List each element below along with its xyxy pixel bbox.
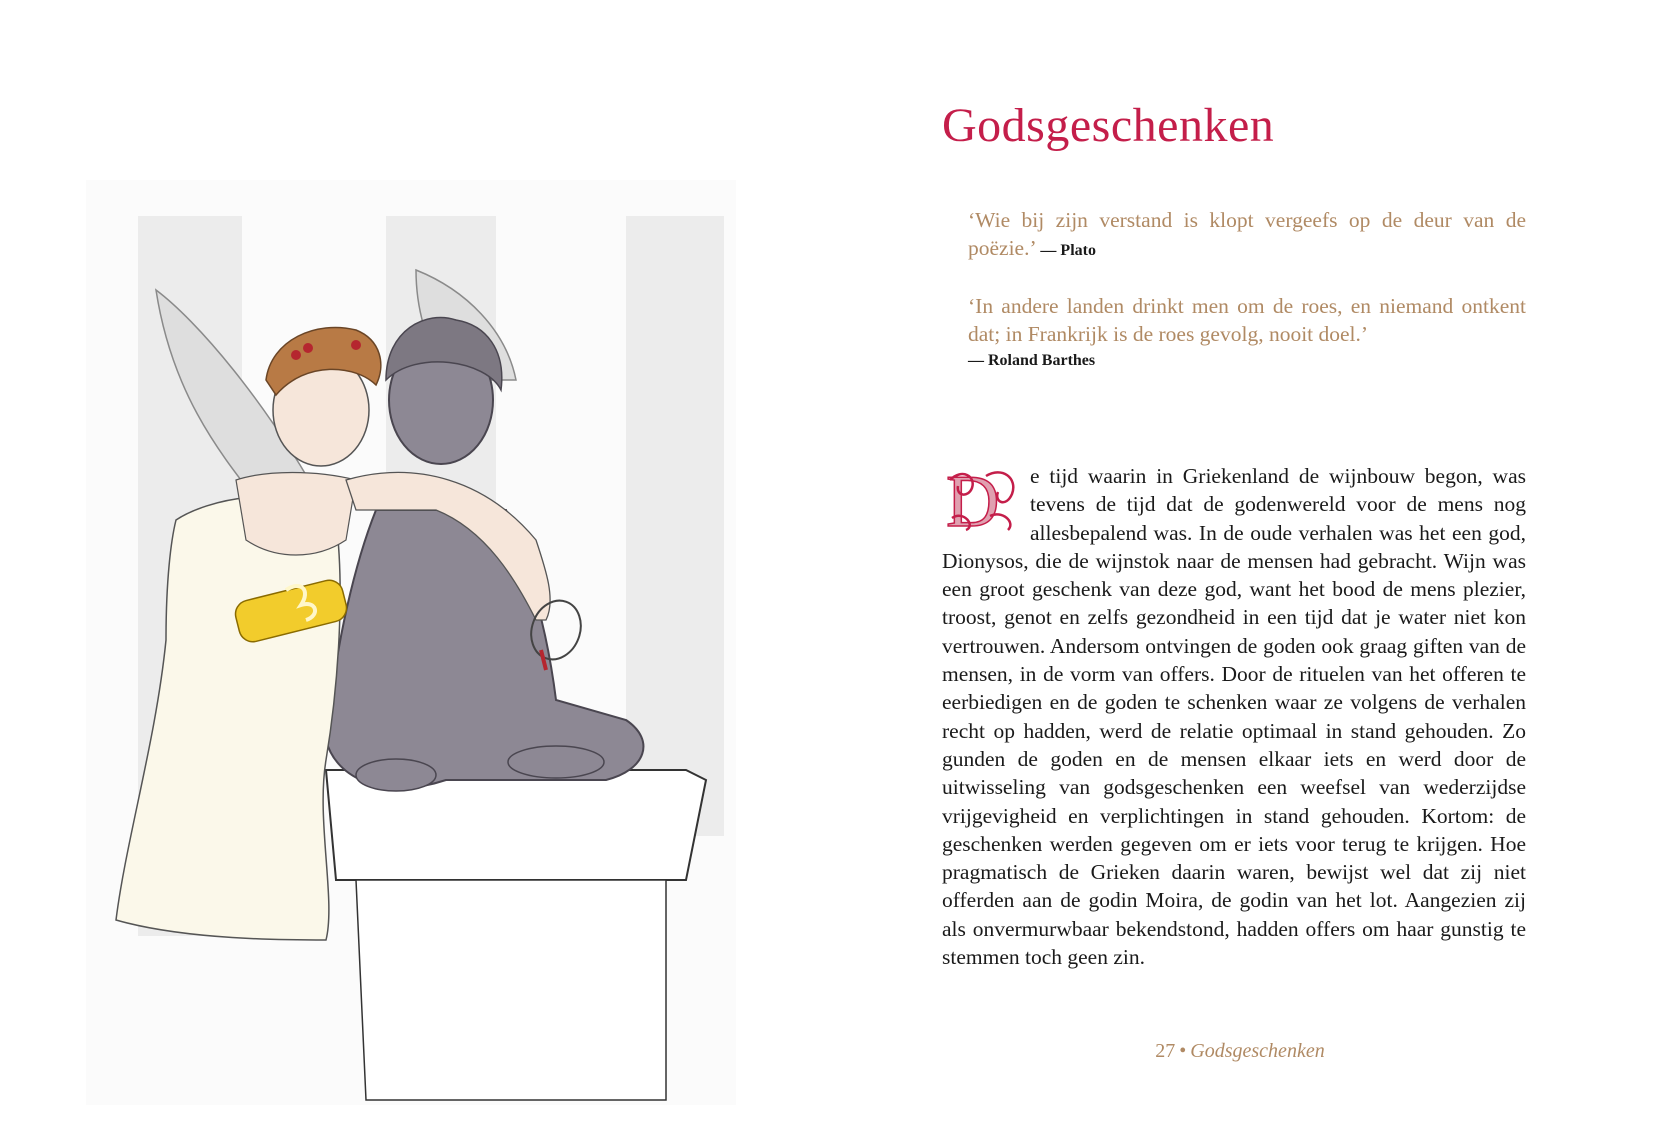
- chapter-title: Godsgeschenken: [942, 99, 1275, 152]
- dionysos-sphinx-illustration: [86, 180, 736, 1105]
- page-number: 27: [1155, 1040, 1176, 1062]
- grape-wreath-berry: [303, 343, 313, 353]
- page-footer: [1040, 1040, 1440, 1063]
- grape-wreath-berry: [291, 350, 301, 360]
- sphinx-paw-right: [508, 746, 604, 778]
- grape-wreath-berry: [351, 340, 361, 350]
- sphinx-paw-left: [356, 759, 436, 791]
- footer-separator: •: [1179, 1040, 1187, 1062]
- epigraph-quote: ‘Wie bij zijn verstand is klopt vergeefs op de deur van de poëzie.’: [968, 208, 1526, 260]
- body-paragraph: e tijd waarin in Griekenland de wijnbouw begon, was tevens de tijd dat de godenwereld voor de mens nog allesbepalend was. In de oude verhalen was het een god, Dionysos, die de wijnstok naar de mensen had gebracht. Wijn was een groot geschenk van deze god, want het bood de mens plezier, troost, genot en zelfs gezondheid in een tijd dat je water niet kon vertrouwen. Andersom ontvingen de goden ook graag giften van de mensen, in de vorm van offers. Door de rituelen van het offeren te eerbiedigen en de goden te schenken waar ze volgens de verhalen recht op hadden, werd de relatie optimaal in stand gehouden. Zo gunden de goden en de mensen elkaar iets en werd door de uitwisseling van godsgeschenken een weefsel van wederzijdse vrijgevigheid en verplichtingen in stand gehouden. Kortom: de geschenken werden gegeven om er iets voor terug te krijgen. Hoe pragmatisch de Grieken daarin waren, bewijst wel dat zij niet offerden aan de godin Moira, de godin van het lot. Aangezien zij als onvermurwbaar bekendstond, hadden offers om haar gunstig te stemmen toch geen zin.: [942, 464, 1526, 970]
- epigraph-quote: ‘In andere landen drinkt men om de roes, en niemand ontkent dat; in Frankrijk is de roes gevolg, nooit doel.’: [968, 294, 1526, 346]
- running-head: Godsgeschenken: [1190, 1040, 1325, 1062]
- epigraph-author: — Plato: [1040, 242, 1096, 259]
- drop-cap-letter: D: [946, 466, 1000, 534]
- chapter-body: [942, 462, 1526, 971]
- epigraph-plato: [968, 206, 1526, 265]
- drop-cap-ornament: [942, 466, 1022, 534]
- dionysos-chest: [236, 473, 356, 556]
- epigraph-author: — Roland Barthes: [968, 352, 1096, 369]
- epigraph-barthes: [968, 292, 1526, 374]
- pedestal-base: [356, 880, 666, 1100]
